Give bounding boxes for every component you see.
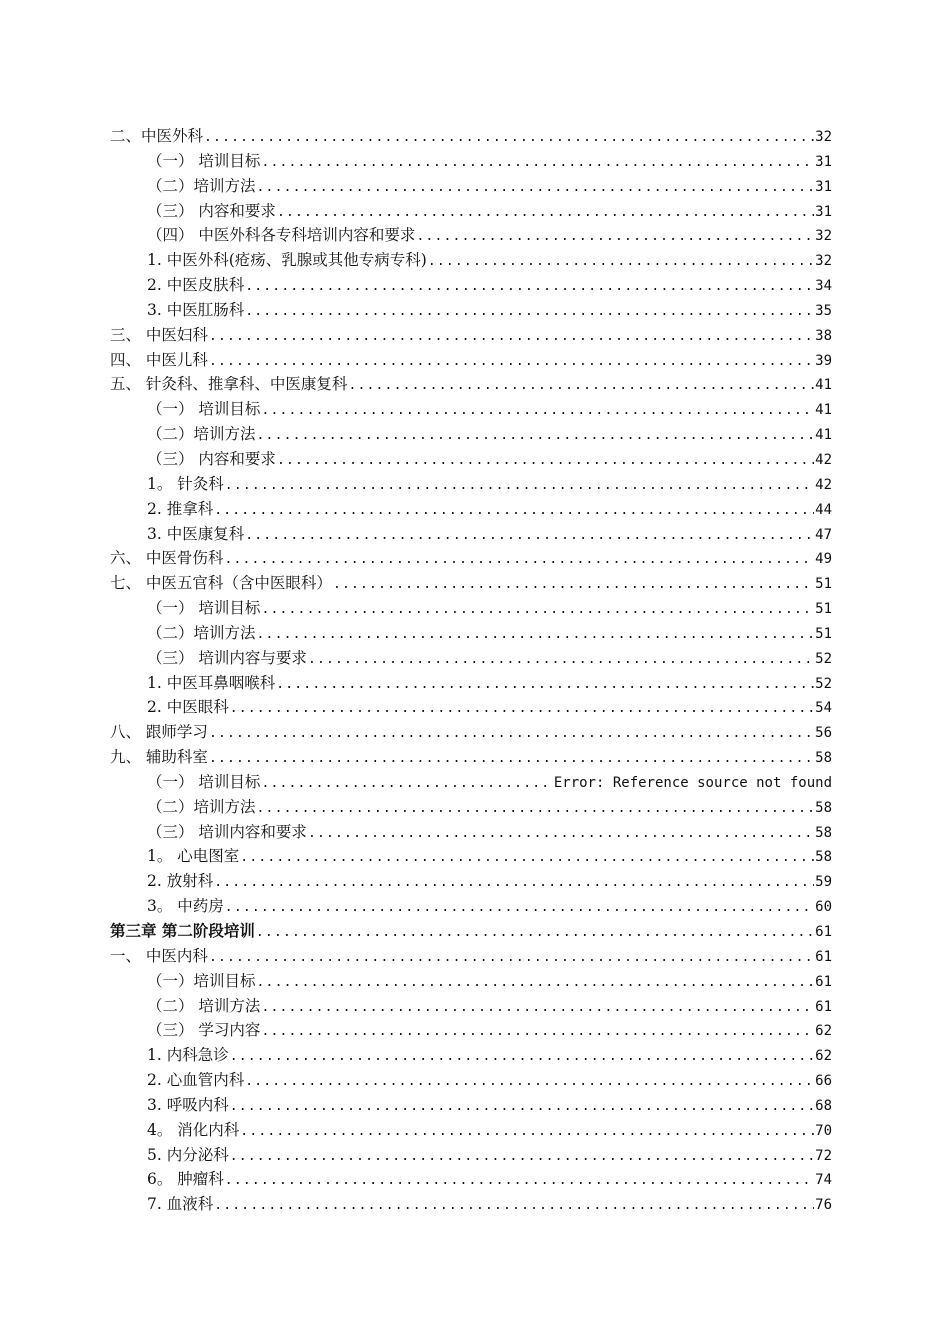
- toc-entry[interactable]: [110, 397, 832, 422]
- toc-entry[interactable]: [110, 770, 832, 795]
- toc-dot-leader: [308, 648, 814, 673]
- toc-entry-label: 八、 跟师学习: [110, 723, 208, 742]
- toc-entry-label: 7. 血液科: [147, 1195, 214, 1214]
- toc-entry[interactable]: [110, 522, 832, 547]
- toc-entry-label: （二）培训方法: [147, 797, 256, 816]
- toc-entry-label: 2. 中医皮肤科: [147, 276, 245, 295]
- toc-entry-label: （三） 内容和要求: [147, 449, 276, 468]
- toc-entry[interactable]: [110, 671, 832, 696]
- toc-entry-label: （三） 培训内容和要求: [147, 822, 307, 841]
- toc-page-number: 61: [815, 998, 832, 1015]
- toc-entry-label: 2. 中医眼科: [147, 698, 229, 717]
- toc-entry-label: 1. 中医外科(疮疡、乳腺或其他专病专科): [147, 251, 427, 270]
- toc-entry-label: （三） 学习内容: [147, 1021, 261, 1040]
- toc-page-number: 31: [815, 203, 832, 220]
- toc-page-number: 32: [815, 253, 832, 270]
- toc-entry-label: 六、 中医骨伤科: [110, 549, 224, 568]
- toc-dot-leader: [277, 449, 814, 474]
- toc-page-number: 41: [815, 402, 832, 419]
- toc-entry-label: 4。 消化内科: [147, 1120, 240, 1139]
- toc-entry[interactable]: [110, 1192, 832, 1217]
- toc-dot-leader: [225, 1169, 814, 1194]
- toc-entry-label: 1. 内科急诊: [147, 1046, 229, 1065]
- toc-page-number: 38: [815, 327, 832, 344]
- toc-entry[interactable]: [110, 795, 832, 820]
- toc-entry[interactable]: [110, 994, 832, 1019]
- toc-entry[interactable]: [110, 1018, 832, 1043]
- toc-dot-leader: [257, 971, 815, 996]
- toc-entry-label: 一、 中医内科: [110, 946, 208, 965]
- toc-page-number: 32: [815, 129, 832, 145]
- toc-page-number: 44: [815, 501, 832, 518]
- toc-page-number: 58: [815, 849, 832, 866]
- toc-entry-label: （一）培训目标: [147, 971, 256, 990]
- toc-page-number: 61: [815, 924, 832, 940]
- toc-dot-leader: [245, 300, 814, 325]
- toc-entry[interactable]: [110, 447, 832, 472]
- toc-dot-leader: [257, 424, 815, 449]
- toc-page-number: 58: [815, 824, 832, 841]
- toc-entry-label: 6。 肿瘤科: [147, 1170, 224, 1189]
- toc-entry[interactable]: [110, 1167, 832, 1192]
- toc-dot-leader: [308, 822, 814, 847]
- toc-page-number: 70: [815, 1122, 832, 1139]
- toc-page-number: 61: [815, 973, 832, 990]
- toc-dot-leader: [230, 697, 814, 722]
- toc-entry[interactable]: [110, 571, 832, 596]
- toc-page-number: 59: [815, 874, 832, 891]
- toc-entry-label: 七、 中医五官科（含中医眼科）: [110, 574, 332, 593]
- toc-page-number: 49: [815, 551, 832, 568]
- toc-entry[interactable]: [110, 422, 832, 447]
- toc-dot-leader: [428, 250, 814, 275]
- toc-dot-leader: [214, 1194, 814, 1219]
- toc-page-number: 58: [815, 750, 832, 767]
- toc-entry-label: 1. 中医耳鼻咽喉科: [147, 673, 276, 692]
- toc-entry-label: （三） 培训内容与要求: [147, 648, 307, 667]
- toc-dot-leader: [261, 598, 814, 623]
- toc-entry-label: （四） 中医外科各专科培训内容和要求: [147, 226, 416, 245]
- toc-entry-label: 2. 心血管内科: [147, 1071, 245, 1090]
- toc-dot-leader: [416, 225, 814, 250]
- toc-dot-leader: [230, 1095, 814, 1120]
- toc-entry-label: 3. 呼吸内科: [147, 1095, 229, 1114]
- toc-entry-label: 2. 放射科: [147, 872, 214, 891]
- toc-page-number: 51: [815, 576, 832, 593]
- toc-entry[interactable]: [110, 720, 832, 745]
- toc-entry-label: 九、 辅助科室: [110, 748, 208, 767]
- toc-dot-leader: [276, 673, 814, 698]
- toc-entry-label: 3。 中药房: [147, 897, 224, 916]
- toc-dot-leader: [209, 747, 814, 772]
- toc-entry[interactable]: [110, 1043, 832, 1068]
- toc-dot-leader: [209, 722, 814, 747]
- toc-dot-leader: [240, 846, 814, 871]
- toc-page-number: 56: [815, 725, 832, 742]
- toc-entry-label: （二）培训方法: [147, 176, 256, 195]
- toc-dot-leader: [240, 1120, 814, 1145]
- toc-dot-leader: [230, 1045, 814, 1070]
- toc-page-number: 51: [815, 625, 832, 642]
- toc-dot-leader: [261, 772, 552, 797]
- toc-dot-leader: [257, 797, 815, 822]
- toc-page-number: 41: [815, 427, 832, 444]
- toc-entry[interactable]: [110, 621, 832, 646]
- toc-entry[interactable]: [110, 1093, 832, 1118]
- toc-entry[interactable]: [110, 348, 832, 373]
- toc-entry-label: （一） 培训目标: [147, 599, 261, 618]
- toc-page-number: 35: [815, 302, 832, 319]
- toc-dot-leader: [225, 474, 814, 499]
- toc-page-number: Error: Reference source not found: [553, 774, 832, 791]
- toc-entry[interactable]: [110, 546, 832, 571]
- toc-dot-leader: [230, 1145, 814, 1170]
- toc-entry[interactable]: [110, 199, 832, 224]
- toc-dot-leader: [277, 201, 814, 226]
- toc-entry-label: 三、 中医妇科: [110, 325, 208, 344]
- toc-entry-label: （三） 内容和要求: [147, 201, 276, 220]
- toc-entry[interactable]: [110, 323, 832, 348]
- toc-dot-leader: [348, 374, 814, 399]
- toc-entry[interactable]: [110, 844, 832, 869]
- toc-entry-label: 3. 中医康复科: [147, 524, 245, 543]
- toc-page-number: 52: [815, 650, 832, 667]
- toc-page-number: 39: [815, 352, 832, 369]
- toc-entry[interactable]: [110, 124, 832, 149]
- toc-entry-label: 五、 针灸科、推拿科、中医康复科: [110, 375, 348, 394]
- toc-entry-label: 第三章 第二阶段培训: [110, 921, 255, 940]
- toc-chapter-entry[interactable]: [110, 919, 832, 944]
- toc-dot-leader: [261, 399, 814, 424]
- toc-entry-label: （一） 培训目标: [147, 151, 261, 170]
- toc-dot-leader: [214, 499, 814, 524]
- toc-entry[interactable]: [110, 248, 832, 273]
- toc-entry[interactable]: [110, 894, 832, 919]
- toc-entry[interactable]: [110, 646, 832, 671]
- toc-entry[interactable]: [110, 695, 832, 720]
- toc-dot-leader: [214, 871, 814, 896]
- toc-page-number: 72: [815, 1147, 832, 1164]
- toc-dot-leader: [261, 996, 814, 1021]
- toc-dot-leader: [261, 1020, 814, 1045]
- toc-page-number: 62: [815, 1048, 832, 1065]
- toc-entry-label: 3. 中医肛肠科: [147, 300, 245, 319]
- toc-entry[interactable]: [110, 596, 832, 621]
- toc-dot-leader: [257, 623, 815, 648]
- toc-entry[interactable]: [110, 1068, 832, 1093]
- toc-page-number: 47: [815, 526, 832, 543]
- toc-dot-leader: [245, 275, 814, 300]
- toc-dot-leader: [209, 946, 814, 971]
- toc-dot-leader: [209, 325, 814, 350]
- toc-page-number: 41: [815, 377, 832, 394]
- toc-dot-leader: [333, 573, 814, 598]
- toc-entry-label: 1。 针灸科: [147, 474, 224, 493]
- toc-entry[interactable]: [110, 969, 832, 994]
- toc-entry-label: （二）培训方法: [147, 623, 256, 642]
- toc-entry-label: 二、中医外科: [110, 127, 204, 145]
- toc-entry-label: 2. 推拿科: [147, 499, 214, 518]
- toc-entry[interactable]: [110, 745, 832, 770]
- toc-entry-label: （二）培训方法: [147, 425, 256, 444]
- toc-page-number: 31: [815, 153, 832, 170]
- toc-page-number: 51: [815, 601, 832, 618]
- toc-entry-label: 四、 中医儿科: [110, 350, 208, 369]
- toc-page-number: 34: [815, 278, 832, 295]
- toc-dot-leader: [257, 176, 815, 201]
- toc-page-number: 42: [815, 451, 832, 468]
- toc-dot-leader: [245, 524, 814, 549]
- toc-entry[interactable]: [110, 820, 832, 845]
- toc-page-number: 42: [815, 476, 832, 493]
- toc-dot-leader: [261, 151, 814, 176]
- toc-dot-leader: [209, 350, 814, 375]
- toc-entry[interactable]: [110, 1118, 832, 1143]
- toc-page-number: 58: [815, 799, 832, 816]
- toc-entry[interactable]: [110, 944, 832, 969]
- toc-entry-label: 1。 心电图室: [147, 847, 240, 866]
- toc-entry-label: （二） 培训方法: [147, 996, 261, 1015]
- toc-dot-leader: [256, 921, 814, 946]
- toc-page-number: 52: [815, 675, 832, 692]
- table-of-contents: [110, 124, 832, 1217]
- toc-page-number: 74: [815, 1172, 832, 1189]
- toc-entry[interactable]: [110, 869, 832, 894]
- toc-dot-leader: [225, 896, 814, 921]
- toc-entry[interactable]: [110, 174, 832, 199]
- toc-entry[interactable]: [110, 472, 832, 497]
- toc-dot-leader: [245, 1070, 814, 1095]
- toc-entry[interactable]: [110, 497, 832, 522]
- toc-entry[interactable]: [110, 1143, 832, 1168]
- toc-entry[interactable]: [110, 223, 832, 248]
- toc-page-number: 76: [815, 1197, 832, 1214]
- toc-entry-label: （一） 培训目标: [147, 400, 261, 419]
- toc-entry[interactable]: [110, 149, 832, 174]
- toc-entry-label: （一） 培训目标: [147, 772, 261, 791]
- toc-page-number: 66: [815, 1073, 832, 1090]
- toc-entry[interactable]: [110, 372, 832, 397]
- toc-entry[interactable]: [110, 273, 832, 298]
- toc-entry-label: 5. 内分泌科: [147, 1145, 229, 1164]
- toc-entry[interactable]: [110, 298, 832, 323]
- toc-page-number: 68: [815, 1097, 832, 1114]
- toc-page-number: 32: [815, 228, 832, 245]
- toc-page-number: 60: [815, 899, 832, 916]
- toc-dot-leader: [224, 548, 814, 573]
- toc-dot-leader: [204, 126, 814, 151]
- toc-page-number: 31: [815, 178, 832, 195]
- toc-page-number: 54: [815, 700, 832, 717]
- toc-page-number: 61: [815, 948, 832, 965]
- toc-page-number: 62: [815, 1023, 832, 1040]
